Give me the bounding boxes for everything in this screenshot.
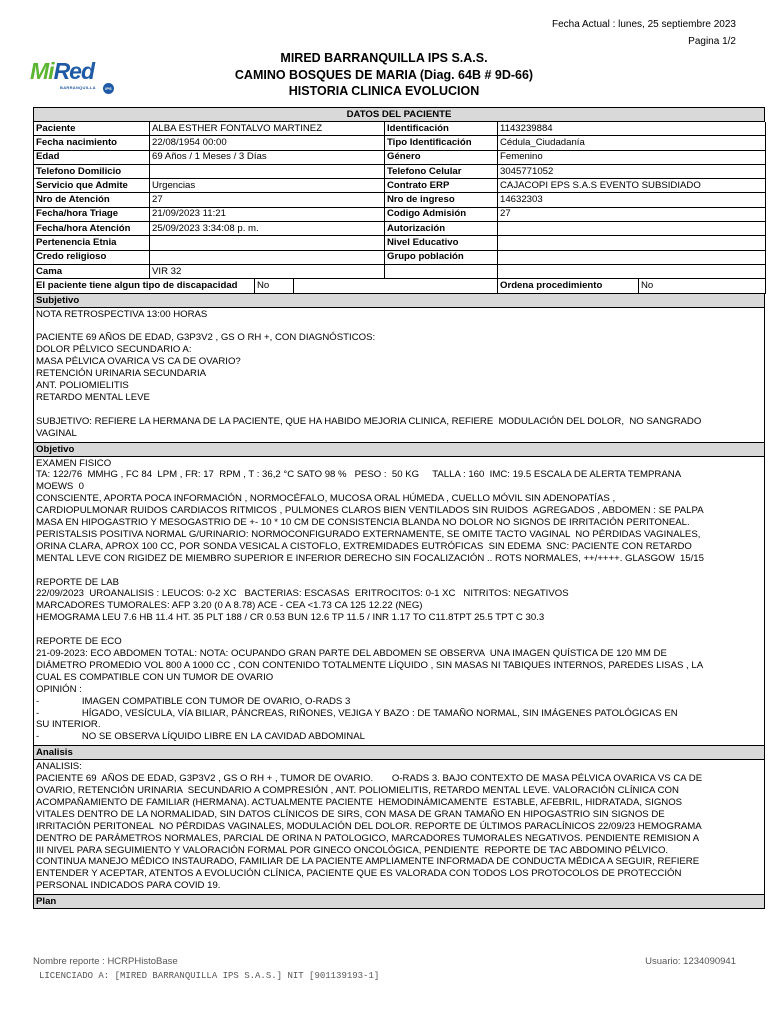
patient-data-row xyxy=(34,179,766,193)
subjetivo-line: MASA PÉLVICA OVARICA VS CA DE OVARIO? xyxy=(36,356,241,368)
objetivo-line: CARDIOPULMONAR RUIDOS CARDIACOS RITMICOS , PULMONES CLAROS BIEN VENTILADOS SIN RUIDOS AGREGADOS , ABDOMEN : SE PALPA xyxy=(36,505,704,517)
disability-value: No xyxy=(255,279,294,293)
field-label: Autorización xyxy=(385,222,498,236)
field-value: CAJACOPI EPS S.A.S EVENTO SUBSIDIADO xyxy=(498,179,766,193)
field-value: 14632303 xyxy=(498,193,766,207)
field-value: 21/09/2023 11:21 xyxy=(150,207,385,221)
patient-data-row xyxy=(34,150,766,164)
field-label: Fecha/hora Atención xyxy=(34,222,150,236)
field-label: Grupo población xyxy=(385,250,498,264)
field-label: Fecha/hora Triage xyxy=(34,207,150,221)
disability-row-table xyxy=(33,279,766,293)
objetivo-title: Objetivo xyxy=(33,443,765,457)
subjetivo-line: VAGINAL xyxy=(36,427,77,439)
field-label: Fecha nacimiento xyxy=(34,136,150,150)
objetivo-line: REPORTE DE LAB xyxy=(36,576,119,588)
patient-data-row xyxy=(34,136,766,150)
field-label: Paciente xyxy=(34,122,150,136)
field-label: Identificación xyxy=(385,122,498,136)
subjetivo-line: ANT. POLIOMIELITIS xyxy=(36,379,129,391)
objetivo-line: MASA EN HIPOGASTRIO Y MESOGASTRIO DE +- 10 * 10 CM DE CONSISTENCIA BLANDA NO DOLOR NO SIGNOS DE IRRITACIÓN PERITONEAL. xyxy=(36,517,690,529)
disability-row xyxy=(34,279,766,293)
objetivo-line: MARCADORES TUMORALES: AFP 3.20 (0 A 8.78) ACE - CEA <1.73 CA 125 12.22 (NEG) xyxy=(36,600,423,612)
page-number: Pagina 1/2 xyxy=(688,36,736,47)
analisis-line: ENTENDER Y ACEPTAR, ATENTOS A EVOLUCIÓN CLÍNICA, PACIENTE QUE ES VALORADA CON TODOS LOS PROTOCOLOS DE PROTECCIÓN xyxy=(36,868,682,880)
patient-data-row xyxy=(34,264,766,278)
field-label: Género xyxy=(385,150,498,164)
objetivo-line: MOEWS 0 xyxy=(36,481,84,493)
field-value xyxy=(150,164,385,178)
analisis-line: PERSONAL INDICADOS PARA COVID 19. xyxy=(36,880,221,892)
field-value: Femenino xyxy=(498,150,766,164)
objetivo-line: EXAMEN FISICO xyxy=(36,457,112,469)
objetivo-line: 21-09-2023: ECO ABDOMEN TOTAL: NOTA: OCUPANDO GRAN PARTE DEL ABDOMEN SE OBSERVA UNA IMAGEN QUÍSTICA DE 120 MM DE xyxy=(36,647,667,659)
subjetivo-line xyxy=(36,404,762,416)
analisis-line: III NIVEL PARA SEGUIMIENTO Y VALORACIÓN FORMAL POR GINECO ONCOLÓGICA, PENDIENTE REPORTE DE TAC ABDOMINO PÉLVICO. xyxy=(36,844,669,856)
field-value xyxy=(498,264,766,278)
analisis-title: Analisis xyxy=(33,746,765,760)
field-label: Nro de ingreso xyxy=(385,193,498,207)
patient-data-row xyxy=(34,250,766,264)
subjetivo-line xyxy=(36,320,762,332)
patient-data-title: DATOS DEL PACIENTE xyxy=(33,107,765,122)
objetivo-line: ORINA CLARA, APROX 100 CC, POR SONDA VESICAL A CISTOFLO, EXTREMIDADES EUTRÓFICAS SIN EDEMA SNC: PACIENTE CON RETARDO xyxy=(36,540,692,552)
field-value: Cédula_Ciudadanía xyxy=(498,136,766,150)
subjetivo-line: PACIENTE 69 AÑOS DE EDAD, G3P3V2 , GS O RH +, CON DIAGNÓSTICOS: xyxy=(36,332,376,344)
objetivo-line: OPINIÓN : xyxy=(36,683,82,695)
objetivo-line: CUAL ES COMPATIBLE CON UN TUMOR DE OVARIO xyxy=(36,671,274,683)
license-line: LICENCIADO A: [MIRED BARRANQUILLA IPS S.A.S.] NIT [901139193-1] xyxy=(39,971,380,981)
field-label: Codigo Admisión xyxy=(385,207,498,221)
procedure-value: No xyxy=(639,279,766,293)
objetivo-line: 22/09/2023 UROANALISIS : LEUCOS: 0-2 XC BACTERIAS: ESCASAS ERITROCITOS: 0-1 XC NITRITOS: NEGATIVOS xyxy=(36,588,569,600)
field-value xyxy=(150,250,385,264)
procedure-label: Ordena procedimiento xyxy=(498,279,639,293)
analisis-line: PACIENTE 69 AÑOS DE EDAD, G3P3V2 , GS O RH + , TUMOR DE OVARIO. O-RADS 3. BAJO CONTEXTO DE MASA PÉLVICA OVARICA VS CA DE xyxy=(36,773,703,785)
logo-wordmark: MiRed xyxy=(30,58,95,84)
disability-label: El paciente tiene algun tipo de discapacidad xyxy=(34,279,255,293)
objetivo-line: TA: 122/76 MMHG , FC 84 LPM , FR: 17 RPM , T : 36,2 °C SATO 98 % PESO : 50 KG TALLA : 160 IMC: 19.5 ESCALA DE ALERTA TEMPRANA xyxy=(36,469,682,481)
patient-data-row xyxy=(34,236,766,250)
analisis-line: CONTINUA MANEJO MÉDICO INSTAURADO, FAMILIAR DE LA PACIENTE AMPLIAMENTE INFORMADA DE CONDUCTA MÉDICA A SEGUIR, REFIERE xyxy=(36,856,700,868)
objetivo-line: SU INTERIOR. xyxy=(36,719,101,731)
field-value: 22/08/1954 00:00 xyxy=(150,136,385,150)
analisis-line: ANALISIS: xyxy=(36,761,82,773)
field-value: Urgencias xyxy=(150,179,385,193)
field-value: 27 xyxy=(498,207,766,221)
objetivo-line: REPORTE DE ECO xyxy=(36,636,122,648)
objetivo-line: - IMAGEN COMPATIBLE CON TUMOR DE OVARIO, O-RADS 3 xyxy=(36,695,351,707)
analisis-line: ACOMPAÑAMIENTO DE FAMILIAR (HERMANA). ACTUALMENTE PACIENTE HEMODINÁMICAMENTE ESTABLE, AFEBRIL, HIDRATADA, SIGNOS xyxy=(36,796,683,808)
objetivo-line: MENTAL LEVE CON RIGIDEZ DE MIEMBRO SUPERIOR E INFERIOR DERECHO SIN FOCALIZACIÓN .. ROTS NORMALES, ++/++++. GLASGOW 15/15 xyxy=(36,552,704,564)
logo-subtitle: BARRANQUILLA xyxy=(60,85,96,90)
subjetivo-line: RETARDO MENTAL LEVE xyxy=(36,391,150,403)
field-value: 1143239884 xyxy=(498,122,766,136)
patient-data-row xyxy=(34,193,766,207)
disability-spacer xyxy=(294,279,498,293)
patient-data-row xyxy=(34,122,766,136)
field-value: 69 Años / 1 Meses / 3 Días xyxy=(150,150,385,164)
patient-data-row xyxy=(34,222,766,236)
institution-address: CAMINO BOSQUES DE MARIA (Diag. 64B # 9D-66) xyxy=(234,67,534,82)
field-label: Telefono Domilicio xyxy=(34,164,150,178)
field-label: Pertenencia Etnia xyxy=(34,236,150,250)
field-value xyxy=(150,236,385,250)
subjetivo-body xyxy=(33,308,765,443)
objetivo-body xyxy=(33,457,765,747)
field-label xyxy=(385,264,498,278)
objetivo-line xyxy=(36,624,762,636)
objetivo-line: PERISTALSIS POSITIVA NORMAL G/URINARIO: NORMOCONFIGURADO EXTERNAMENTE, SE OMITE TACTO VAGINAL NO PÉRDIDAS VAGINALES, xyxy=(36,528,701,540)
document-title: HISTORIA CLINICA EVOLUCION xyxy=(288,84,480,98)
field-value xyxy=(498,250,766,264)
subjetivo-line: RETENCIÓN URINARIA SECUNDARIA xyxy=(36,368,207,380)
patient-data-row xyxy=(34,164,766,178)
field-label: Credo religioso xyxy=(34,250,150,264)
objetivo-line: CONSCIENTE, APORTA POCA INFORMACIÓN , NORMOCÉFALO, MUCOSA ORAL HÚMEDA , CUELLO MÓVIL SIN ADENOPATÍAS , xyxy=(36,493,616,505)
field-label: Contrato ERP xyxy=(385,179,498,193)
field-label: Tipo Identificación xyxy=(385,136,498,150)
clinical-record xyxy=(33,107,765,909)
analisis-line: DENTRO DE PARÁMETROS NORMALES, PARCIAL DE ORINA N PATOLOGICO, MARCADORES TUMORALES NEGATIVOS. PENDIENTE REMISION A xyxy=(36,832,700,844)
analisis-line: OVARIO, RETENCIÓN URINARIA SECUNDARIO A COMPRESIÓN , ANT. POLIOMIELITIS, RETARDO MENTAL LEVE. VALORACIÓN CLÍNICA CON xyxy=(36,785,679,797)
subjetivo-title: Subjetivo xyxy=(33,294,765,308)
document-header xyxy=(0,50,768,100)
field-label: Edad xyxy=(34,150,150,164)
objetivo-line: DIÁMETRO PROMEDIO VOL 800 A 1000 CC , CON CONTENIDO TOTALMENTE LÍQUIDO , SIN MASAS NI TABIQUES INTERNOS, PAREDES LISAS , LA xyxy=(36,659,704,671)
subjetivo-line: SUBJETIVO: REFIERE LA HERMANA DE LA PACIENTE, QUE HA HABIDO MEJORIA CLINICA, REFIERE MODULACIÓN DEL DOLOR, NO SANGRADO xyxy=(36,415,702,427)
field-value: 25/09/2023 3:34:08 p. m. xyxy=(150,222,385,236)
objetivo-line: HEMOGRAMA LEU 7.6 HB 11.4 HT. 35 PLT 188 / CR 0.53 BUN 12.6 TP 11.5 / INR 1.17 TO C11.8TPT 25.5 TPT C 30.3 xyxy=(36,612,545,624)
patient-data-table xyxy=(33,122,766,279)
field-label: Servicio que Admite xyxy=(34,179,150,193)
subjetivo-line: NOTA RETROSPECTIVA 13:00 HORAS xyxy=(36,308,208,320)
user-id: Usuario: 1234090941 xyxy=(645,956,736,967)
field-value xyxy=(498,236,766,250)
field-value: ALBA ESTHER FONTALVO MARTINEZ xyxy=(150,122,385,136)
field-value xyxy=(498,222,766,236)
analisis-line: IRRITACIÓN PERITONEAL NO PÉRDIDAS VAGINALES, MODULACIÓN DEL DOLOR. REPORTE DE ÚLTIMOS PARACLÍNICOS 22/09/23 HEMOGRAMA xyxy=(36,820,702,832)
field-value: 3045771052 xyxy=(498,164,766,178)
plan-title: Plan xyxy=(33,895,765,909)
field-label: Telefono Celular xyxy=(385,164,498,178)
objetivo-line xyxy=(36,565,762,577)
logo-ips-badge: IPS xyxy=(103,83,114,94)
field-value: 27 xyxy=(150,193,385,207)
field-label: Cama xyxy=(34,264,150,278)
fecha-actual: Fecha Actual : lunes, 25 septiembre 2023 xyxy=(551,19,736,30)
field-label: Nivel Educativo xyxy=(385,236,498,250)
field-value: VIR 32 xyxy=(150,264,385,278)
objetivo-line: - NO SE OBSERVA LÍQUIDO LIBRE EN LA CAVIDAD ABDOMINAL xyxy=(36,731,365,743)
report-name: Nombre reporte : HCRPHistoBase xyxy=(33,956,178,967)
subjetivo-line: DOLOR PÉLVICO SECUNDARIO A: xyxy=(36,344,192,356)
analisis-body xyxy=(33,760,765,895)
patient-data-row xyxy=(34,207,766,221)
analisis-line: VITALES DENTRO DE LA NORMALIDAD, SIN DATOS CLÍNICOS DE SIRS, CON MASA DE GRAN TAMAÑO EN HIPOGASTRIO SIN SIGNOS DE xyxy=(36,808,665,820)
field-label: Nro de Atención xyxy=(34,193,150,207)
objetivo-line: - HÍGADO, VESÍCULA, VÍA BILIAR, PÁNCREAS, RIÑONES, VEJIGA Y BAZO : DE TAMAÑO NORMAL, SIN IMÁGENES PATOLÓGICAS EN xyxy=(36,707,678,719)
institution-name: MIRED BARRANQUILLA IPS S.A.S. xyxy=(280,51,488,65)
